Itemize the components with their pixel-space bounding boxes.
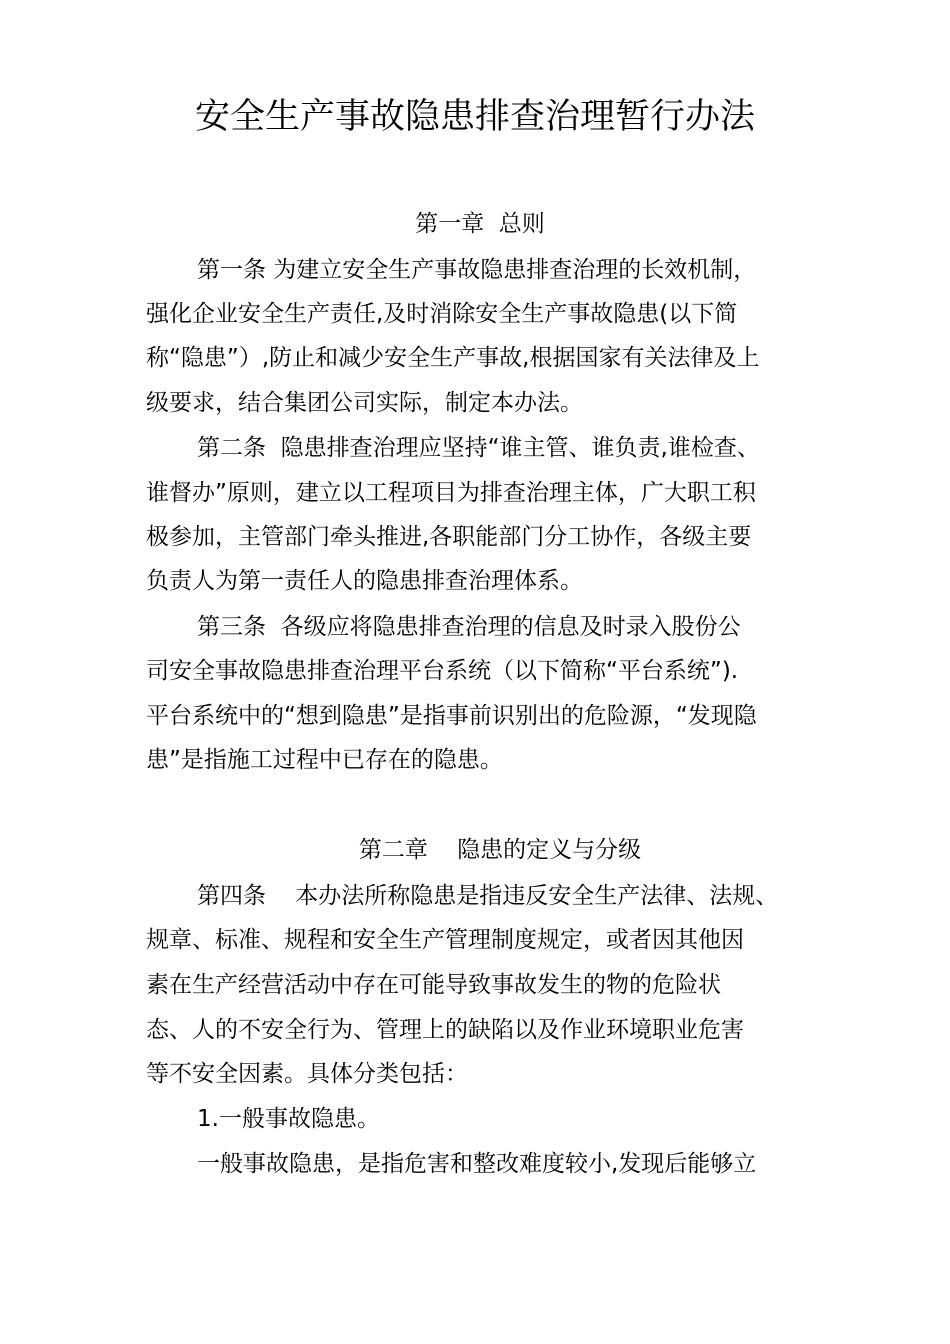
article-1-line: 第一条 为建立安全生产事故隐患排查治理的长效机制， — [197, 257, 757, 283]
article-2-line: 负责人为第一责任人的隐患排查治理体系。 — [146, 568, 583, 594]
article-1-line: 称“隐患”）,防止和减少安全生产事故,根据国家有关法律及上 — [146, 345, 760, 371]
chapter-1-heading: 第一章 总则 — [415, 211, 545, 237]
article-3-line: 平台系统中的“想到隐患”是指事前识别出的危险源，“发现隐 — [146, 703, 757, 729]
chapter-2-heading: 第二章 隐患的定义与分级 — [358, 837, 642, 863]
article-4-line: 等不安全因素。具体分类包括： — [146, 1061, 468, 1087]
article-4-line: 规章、标准、规程和安全生产管理制度规定，或者因其他因 — [146, 927, 744, 953]
article-2-line: 极参加，主管部门牵头推进,各职能部门分工协作，各级主要 — [146, 524, 752, 550]
article-3-line: 患”是指施工过程中已存在的隐患。 — [146, 747, 503, 773]
article-3-line: 第三条 各级应将隐患排查治理的信息及时录入股份公 — [197, 614, 741, 640]
article-3-line: 司安全事故隐患排查治理平台系统（以下简称“平台系统”). — [146, 658, 739, 684]
list-item-heading: 1.一般事故隐患。 — [197, 1106, 380, 1132]
article-2-line: 谁督办”原则，建立以工程项目为排查治理主体，广大职工积 — [146, 480, 756, 506]
article-4-line: 素在生产经营活动中存在可能导致事故发生的物的危险状 — [146, 972, 721, 998]
article-4-line: 第四条 本办法所称隐患是指违反安全生产法律、法规、 — [197, 883, 779, 909]
document-title: 安全生产事故隐患排查治理暂行办法 — [194, 97, 755, 137]
article-1-line: 强化企业安全生产责任,及时消除安全生产事故隐患(以下简 — [146, 301, 738, 327]
article-4-line: 态、人的不安全行为、管理上的缺陷以及作业环境职业危害 — [146, 1017, 744, 1043]
article-2-line: 第二条 隐患排查治理应坚持“谁主管、谁负责,谁检查、 — [197, 435, 760, 461]
article-1-line: 级要求，结合集团公司实际，制定本办法。 — [146, 390, 583, 416]
list-item-description: 一般事故隐患，是指危害和整改难度较小,发现后能够立 — [197, 1151, 757, 1177]
